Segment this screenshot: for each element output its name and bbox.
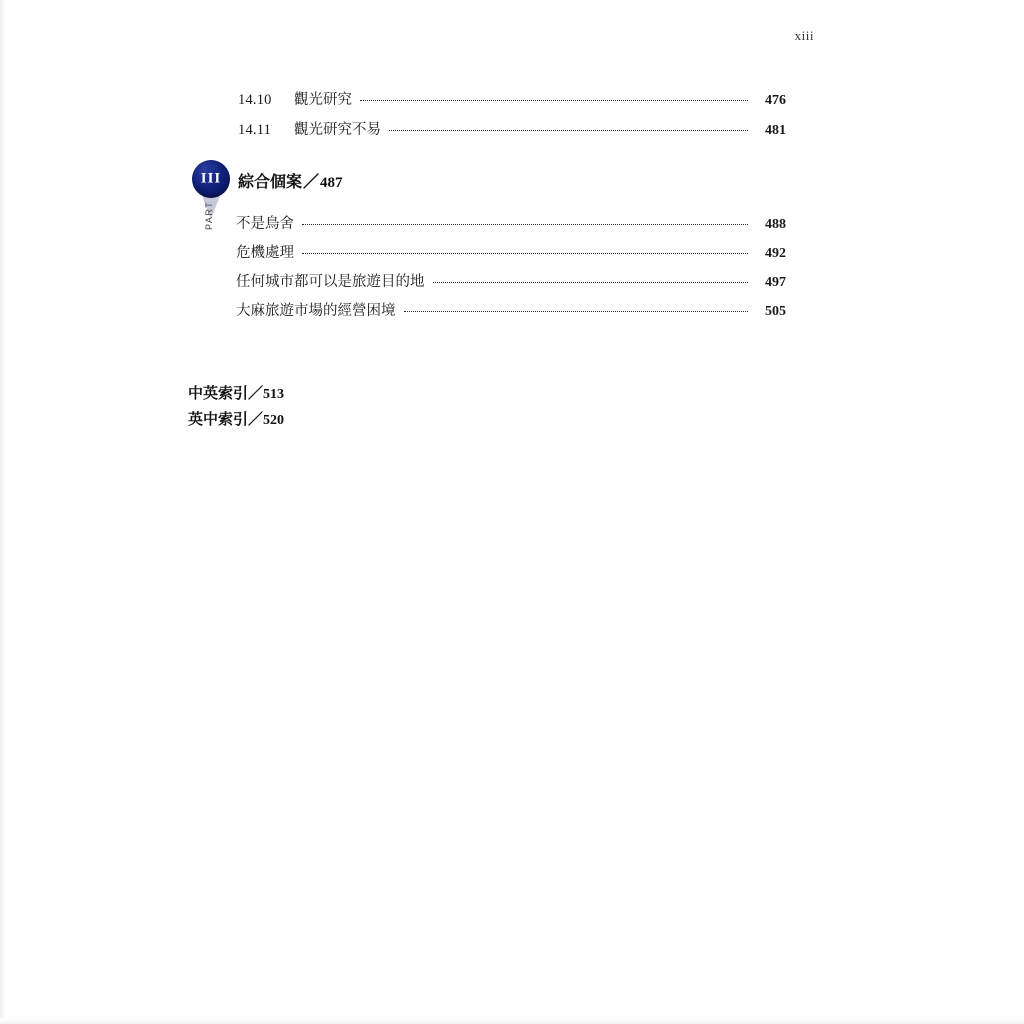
toc-entry-page: 481	[765, 123, 786, 138]
page-edge-left	[0, 0, 6, 1024]
part-case-list	[236, 212, 786, 328]
toc-entry-number: 14.11	[238, 122, 272, 138]
index-section	[188, 382, 284, 434]
dot-leader	[404, 311, 749, 312]
index-separator: ／	[248, 385, 264, 402]
dot-leader	[302, 253, 748, 254]
toc-entry-label: 觀光研究不易	[294, 122, 381, 138]
toc-entry-label: 觀光研究	[294, 92, 352, 108]
part-start-page: 487	[320, 175, 343, 191]
index-label: 英中索引	[188, 411, 249, 428]
index-separator: ／	[248, 411, 264, 428]
toc-entry-page: 476	[765, 93, 786, 108]
case-page: 505	[765, 304, 786, 319]
page-edge-bottom	[0, 1018, 1024, 1024]
part-vertical-label: PART	[204, 200, 214, 230]
toc-entry[interactable]	[238, 118, 786, 148]
dot-leader	[389, 130, 748, 131]
dot-leader	[433, 282, 749, 283]
list-item[interactable]	[236, 241, 786, 270]
dot-leader	[360, 100, 748, 101]
index-label: 中英索引	[188, 385, 249, 402]
case-page: 497	[765, 275, 786, 290]
toc-numbered-section	[238, 88, 786, 148]
part-title-text: 綜合個案	[238, 174, 303, 191]
dot-leader	[302, 224, 748, 225]
part-title-separator: ／	[303, 174, 320, 191]
index-entry[interactable]	[188, 408, 284, 434]
list-item[interactable]	[236, 299, 786, 328]
case-label: 任何城市都可以是旅遊目的地	[236, 274, 425, 290]
case-label: 不是鳥舍	[236, 216, 294, 232]
case-page: 488	[765, 217, 786, 232]
pin-circle-shape	[192, 160, 230, 198]
part-numeral: III	[200, 170, 222, 187]
case-page: 492	[765, 246, 786, 261]
part-title	[238, 169, 343, 192]
toc-entry-number: 14.10	[238, 92, 272, 108]
index-page: 520	[263, 413, 285, 428]
list-item[interactable]	[236, 212, 786, 241]
toc-entry[interactable]	[238, 88, 786, 118]
page-folio: xiii	[794, 28, 814, 43]
index-page: 513	[263, 387, 285, 402]
list-item[interactable]	[236, 270, 786, 299]
index-entry[interactable]	[188, 382, 284, 408]
case-label: 危機處理	[236, 245, 294, 261]
case-label: 大麻旅遊市場的經營困境	[236, 303, 396, 319]
